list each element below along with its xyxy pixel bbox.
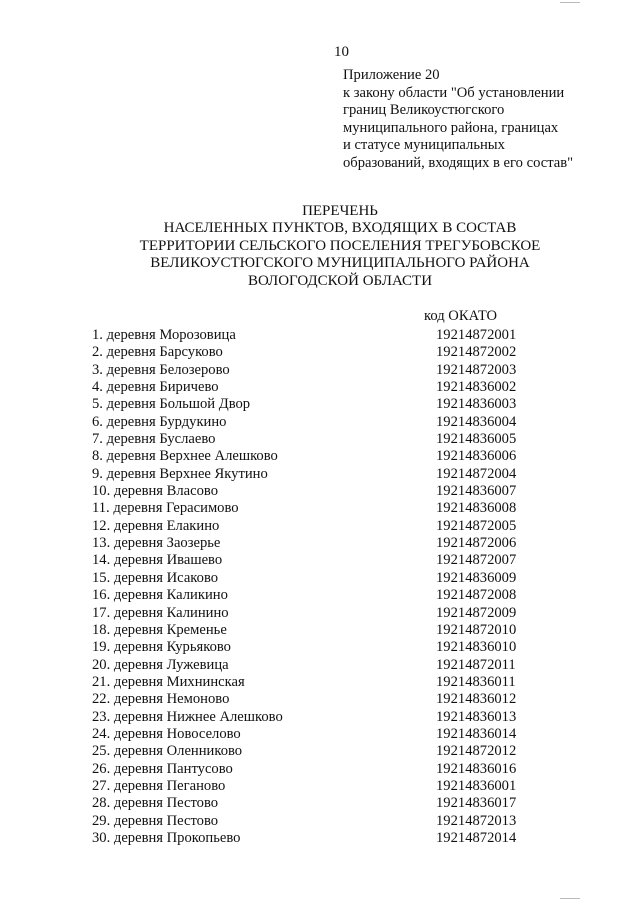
list-item [92, 726, 532, 743]
list-item [92, 795, 532, 812]
list-item [92, 570, 532, 587]
list-item [92, 552, 532, 569]
okato-code: 19214836009 [436, 569, 517, 586]
okato-code: 19214872004 [436, 465, 517, 482]
title-line: НАСЕЛЕННЫХ ПУНКТОВ, ВХОДЯЩИХ В СОСТАВ [163, 220, 517, 237]
list-item [92, 691, 532, 708]
settlement-name: 16. деревня Каликино [92, 587, 228, 604]
settlement-name: 25. деревня Оленниково [92, 743, 243, 760]
settlement-name: 28. деревня Пестово [92, 795, 219, 812]
settlement-name: 15. деревня Исаково [92, 569, 219, 586]
okato-code: 19214872009 [436, 604, 517, 621]
okato-code: 19214872001 [436, 327, 517, 343]
title-line: ВЕЛИКОУСТЮГСКОГО МУНИЦИПАЛЬНОГО РАЙОНА [150, 255, 530, 272]
settlement-name: 4. деревня Биричево [92, 379, 219, 396]
okato-code: 19214836017 [436, 795, 517, 812]
settlement-name: 12. деревня Елакино [92, 517, 220, 534]
okato-code: 19214836012 [436, 691, 517, 708]
okato-code: 19214872011 [436, 656, 516, 673]
list-item [92, 448, 532, 465]
list-item [92, 466, 532, 483]
okato-code: 19214872007 [436, 552, 517, 569]
list-item [92, 830, 532, 847]
appendix-line: Приложение 20 [343, 67, 440, 83]
okato-code: 19214836007 [436, 483, 517, 500]
appendix-line: границ Великоустюгского [343, 102, 505, 119]
list-item [92, 500, 532, 517]
appendix-note [343, 67, 633, 173]
appendix-line: муниципального района, границах [343, 119, 559, 136]
scan-edge-mark [560, 898, 580, 903]
settlement-name: 27. деревня Пеганово [92, 777, 226, 794]
okato-code: 19214872003 [436, 361, 517, 378]
okato-code: 19214872006 [436, 535, 517, 552]
settlement-name: 8. деревня Верхнее Алешково [92, 448, 278, 465]
okato-code: 19214872014 [436, 829, 517, 846]
okato-code: 19214872012 [436, 743, 517, 760]
settlement-name: 26. деревня Пантусово [92, 760, 233, 777]
okato-code: 19214872005 [436, 517, 517, 534]
list-item [92, 483, 532, 500]
settlement-name: 17. деревня Калинино [92, 604, 229, 621]
list-item [92, 414, 532, 431]
list-item [92, 674, 532, 691]
okato-code: 19214872013 [436, 812, 517, 829]
list-item [92, 813, 532, 830]
settlement-name: 24. деревня Новоселово [92, 725, 241, 742]
list-item [92, 379, 532, 396]
okato-code: 19214872010 [436, 621, 517, 638]
settlement-name: 18. деревня Кременье [92, 621, 227, 638]
settlement-list [92, 327, 532, 847]
settlement-name: 21. деревня Михнинская [92, 673, 245, 690]
page-number: 10 [334, 44, 349, 60]
list-item [92, 709, 532, 726]
list-item [92, 396, 532, 413]
okato-code: 19214872008 [436, 587, 517, 604]
okato-code: 19214836001 [436, 777, 517, 794]
settlement-name: 14. деревня Ивашево [92, 552, 223, 569]
okato-code: 19214836006 [436, 448, 517, 465]
list-item [92, 587, 532, 604]
okato-code: 19214836013 [436, 708, 517, 725]
title-line: ВОЛОГОДСКОЙ ОБЛАСТИ [247, 272, 433, 289]
appendix-line: и статусе муниципальных [343, 137, 505, 154]
list-item [92, 344, 532, 361]
title-line: ТЕРРИТОРИИ СЕЛЬСКОГО ПОСЕЛЕНИЯ ТРЕГУБОВСКОЕ [139, 237, 541, 254]
settlement-name: 9. деревня Верхнее Якутино [92, 465, 268, 482]
list-item [92, 761, 532, 778]
title-line: ПЕРЕЧЕНЬ [302, 203, 378, 219]
settlement-name: 22. деревня Немоново [92, 691, 230, 708]
document-title [100, 203, 580, 290]
okato-code: 19214836008 [436, 500, 517, 517]
settlement-name: 5. деревня Большой Двор [92, 396, 251, 413]
settlement-name: 29. деревня Пестово [92, 812, 219, 829]
settlement-name: 19. деревня Курьяково [92, 639, 231, 656]
list-item [92, 778, 532, 795]
okato-code: 19214836005 [436, 431, 517, 448]
settlement-name: 1. деревня Морозовица [92, 327, 236, 343]
okato-code: 19214836004 [436, 413, 517, 430]
settlement-name: 30. деревня Прокопьево [92, 829, 241, 846]
list-item [92, 535, 532, 552]
settlement-name: 23. деревня Нижнее Алешково [92, 708, 283, 725]
list-item [92, 657, 532, 674]
settlement-name: 11. деревня Герасимово [92, 500, 239, 517]
appendix-line: к закону области "Об установлении [343, 84, 565, 101]
list-item [92, 622, 532, 639]
list-item [92, 518, 532, 535]
list-item [92, 362, 532, 379]
settlement-name: 7. деревня Буслаево [92, 431, 216, 448]
okato-code: 19214836014 [436, 725, 517, 742]
list-item [92, 431, 532, 448]
okato-column-header: код ОКАТО [424, 308, 498, 324]
okato-code: 19214872002 [436, 344, 517, 361]
settlement-name: 3. деревня Белозерово [92, 361, 230, 378]
list-item [92, 639, 532, 656]
scan-edge-mark [560, 2, 580, 7]
settlement-name: 13. деревня Заозерье [92, 535, 221, 552]
settlement-name: 6. деревня Бурдукино [92, 413, 227, 430]
list-item [92, 327, 532, 344]
okato-code: 19214836003 [436, 396, 517, 413]
settlement-name: 20. деревня Лужевица [92, 656, 229, 673]
settlement-name: 2. деревня Барсуково [92, 344, 223, 361]
settlement-name: 10. деревня Власово [92, 483, 218, 500]
list-item [92, 605, 532, 622]
okato-code: 19214836016 [436, 760, 517, 777]
okato-code: 19214836011 [436, 673, 516, 690]
list-item [92, 743, 532, 760]
okato-code: 19214836002 [436, 379, 517, 396]
appendix-line: образований, входящих в его состав" [343, 154, 574, 171]
okato-code: 19214836010 [436, 639, 517, 656]
